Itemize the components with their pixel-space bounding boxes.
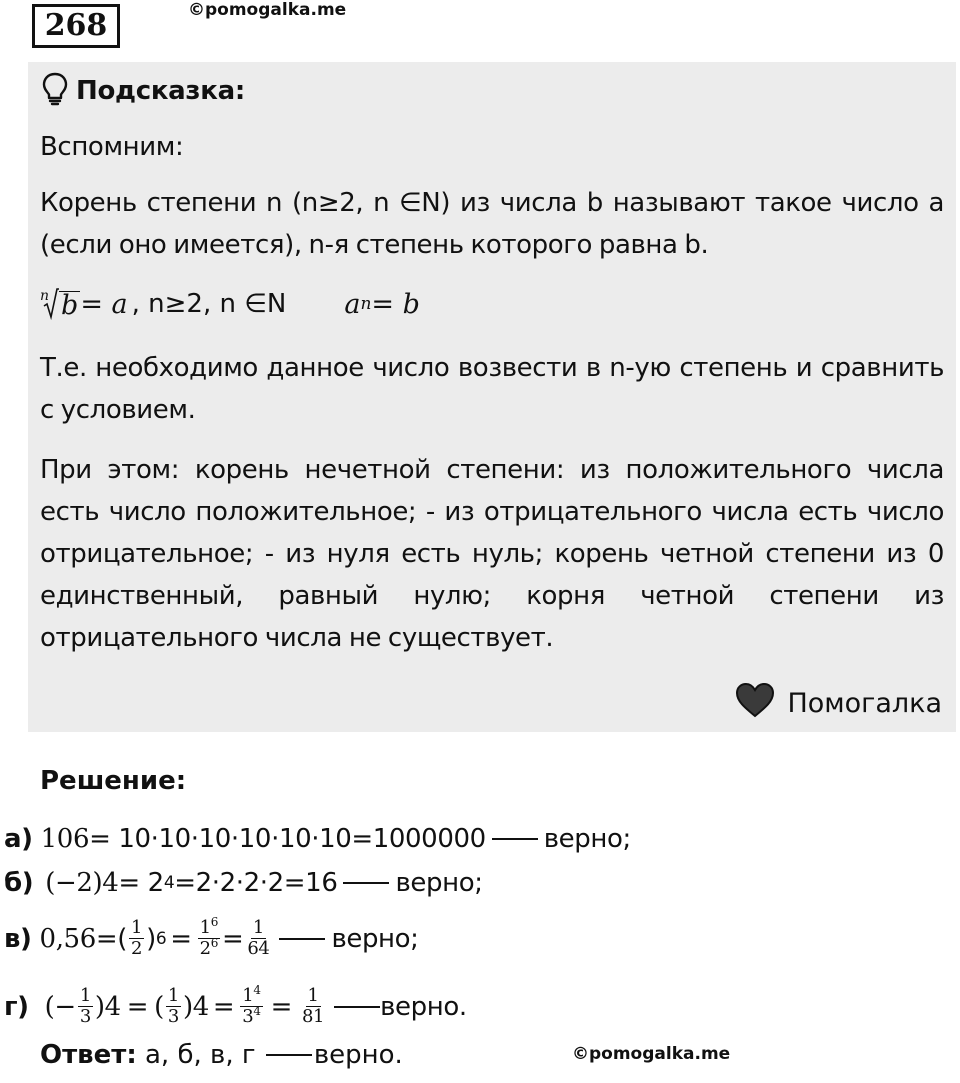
root-formula: n b = a , n≥2, n ∈N a n = b <box>40 288 420 321</box>
hint-header <box>42 72 245 110</box>
dash <box>266 1054 312 1056</box>
answer-verdict: верно. <box>313 1040 403 1070</box>
dash <box>343 882 389 884</box>
verdict: верно; <box>395 868 483 898</box>
computation-power: = 2 <box>118 868 164 898</box>
fraction: $\frac{1}{64}$ <box>247 917 270 959</box>
solution-line-d: г) (− $\frac{1}{3}$ ) 4 = ( $\frac{1}{3}$ ) 4 = $\frac{1^4}{3^4}$ = $\frac{1}{81}$ верно. <box>4 983 467 1027</box>
root-equals-a: = a <box>80 288 128 320</box>
verdict: верно; <box>331 923 419 954</box>
power-rhs: = b <box>371 288 420 320</box>
root-index: n <box>40 288 50 304</box>
dash <box>279 938 325 940</box>
item-label: в) <box>4 923 32 954</box>
verdict: верно. <box>380 991 467 1022</box>
answer-text: а, б, в, г <box>136 1040 264 1070</box>
hint-method: Т.е. необходимо данное число возвести в n-ую степень и сравнить с условием. <box>40 353 944 425</box>
item-label: г) <box>4 991 29 1022</box>
solution-line-c: в) 0,5 6 =( $\frac{1}{2}$ ) 6 = $\frac{1^6}{2^6}$ = $\frac{1}{64}$ верно; <box>4 915 419 959</box>
hint-box <box>28 62 956 732</box>
fraction: $\frac{1}{81}$ <box>301 985 325 1027</box>
heart-icon <box>735 682 775 725</box>
brand-name: Помогалка <box>787 688 942 719</box>
watermark-bottom: ©pomogalka.me <box>572 1044 731 1064</box>
verdict: верно; <box>543 824 631 854</box>
power-base: 0,5 <box>39 923 80 954</box>
power-base: a <box>344 288 361 320</box>
fraction: $\frac{1}{3}$ <box>167 985 179 1027</box>
answer-line <box>40 1040 403 1070</box>
computation: =2·2·2·2=16 <box>174 868 338 898</box>
power-base: (−2) <box>45 868 103 898</box>
watermark-top: ©pomogalka.me <box>188 0 347 20</box>
radicand: b <box>61 290 79 321</box>
computation: = 10·10·10·10·10·10=1000000 <box>89 824 486 854</box>
item-label: а) <box>4 824 33 854</box>
solution-title: Решение: <box>40 766 187 796</box>
answer-label: Ответ: <box>40 1040 137 1070</box>
lightbulb-icon <box>42 72 68 110</box>
brand <box>735 682 942 725</box>
dash <box>334 1006 380 1008</box>
fraction: $\frac{1}{2}$ <box>131 917 143 959</box>
root-conditions: , n≥2, n ∈N <box>131 289 287 319</box>
fraction: $\frac{1^4}{3^4}$ <box>242 983 261 1027</box>
power-base: 10 <box>40 824 73 854</box>
fraction: $\frac{1^6}{2^6}$ <box>199 915 218 959</box>
solution-line-a: а) 10 6 = 10·10·10·10·10·10=1000000 верно; <box>4 824 631 854</box>
root-expression <box>40 288 80 320</box>
fraction: $\frac{1}{3}$ <box>79 985 91 1027</box>
solution-line-b: б) (−2) 4 = 2 4 =2·2·2·2=16 верно; <box>4 868 483 898</box>
item-label: б) <box>4 868 34 898</box>
hint-title: Подсказка: <box>76 76 245 106</box>
hint-definition: Корень степени n (n≥2, n ∈N) из числа b называют такое число a (если оно имеется), n-я степень которого равна b. <box>40 188 944 260</box>
dash <box>492 838 538 840</box>
hint-recall: Вспомним: <box>40 132 184 162</box>
task-number: 268 <box>32 4 120 48</box>
hint-odd-even: При этом: корень нечетной степени: из положительного числа есть число положительное; - из отрицательного числа есть число отрицательное; - из нуля есть нуль; корень четной степени из 0 единственный, равный нулю; корня четной степени из отрицательного числа не существует. <box>40 455 944 653</box>
